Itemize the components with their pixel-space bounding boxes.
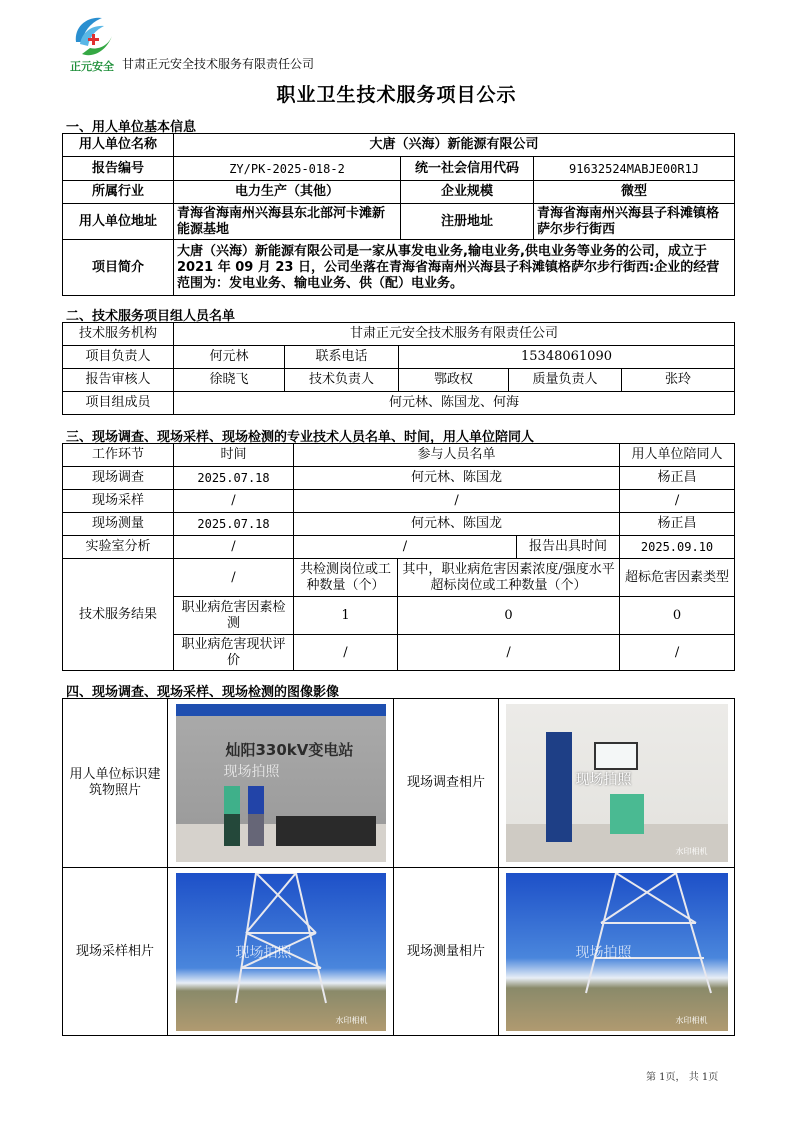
company-logo-icon [68,12,118,74]
header-escort: 用人单位陪同人 [620,444,735,467]
photo-sampling [168,868,394,1036]
report-no-value: ZY/PK-2025-018-2 [174,157,401,181]
camera-mark: 水印相机 [675,847,708,856]
table-row [63,467,735,490]
time: / [174,490,294,513]
industry-label: 所属行业 [63,181,174,204]
section2-heading: 二、技术服务项目组人员名单 [66,309,236,324]
credit-code-value: 91632524MABJE00R1J [534,157,735,181]
team-table [62,322,735,415]
svg-text:正元安全: 正元安全 [70,60,114,73]
result-count: 1 [294,597,398,635]
reviewer-value: 徐晓飞 [174,369,285,392]
staff: 何元林、陈国龙 [294,467,620,490]
header-stage: 工作环节 [63,444,174,467]
person-figure [610,794,644,834]
page-header [68,12,468,76]
leader-value: 何元林 [174,346,285,369]
watermark-text: 现场拍照 [575,944,632,961]
section4-heading: 四、现场调查、现场采样、现场检测的图像影像 [66,685,340,700]
result-header-type: 超标危害因素类型 [620,559,735,597]
substation-sign: 灿阳330kV变电站 [225,741,354,759]
tech-lead-label: 技术负责人 [285,369,399,392]
page-number: 第 1页， 共 1页 [646,1072,719,1083]
agency-label: 技术服务机构 [63,323,174,346]
time: 2025.07.18 [174,467,294,490]
monitor [594,742,638,770]
scale-label: 企业规模 [401,181,534,204]
stage: 现场采样 [63,490,174,513]
tech-lead-value: 鄂政权 [399,369,509,392]
watermark-text: 现场拍照 [575,772,632,788]
person-figure [546,732,572,842]
photo-table [62,698,735,1036]
escort: 杨正昌 [620,467,735,490]
page-title: 职业卫生技术服务项目公示 [276,84,517,106]
camera-mark: 水印相机 [675,1015,708,1025]
staff: 何元林、陈国龙 [294,513,620,536]
result-item: 职业病危害现状评价 [174,635,294,671]
time: 2025.07.18 [174,513,294,536]
stage: 实验室分析 [63,536,174,559]
credit-code-label: 统一社会信用代码 [401,157,534,181]
section3-heading: 三、现场调查、现场采样、现场检测的专业技术人员名单、时间，用人单位陪同人 [66,430,535,445]
intro-label: 项目简介 [63,240,174,296]
result-type: / [620,635,735,671]
photo-label-measurement: 现场测量相片 [394,868,499,1036]
employer-info-table [62,133,735,296]
header-time: 时间 [174,444,294,467]
section1-heading: 一、用人单位基本信息 [66,120,197,135]
photo-building [168,699,394,868]
company-name-value: 大唐（兴海）新能源有限公司 [174,134,735,157]
result-header-exceed: 其中，职业病危害因素浓度/强度水平超标岗位或工种数量（个） [398,559,620,597]
result-exceed: / [398,635,620,671]
staff: / [294,536,517,559]
company-name-label: 用人单位名称 [63,134,174,157]
report-no-label: 报告编号 [63,157,174,181]
members-label: 项目组成员 [63,392,174,415]
photo-measurement [499,868,735,1036]
photo-survey [499,699,735,868]
photo-label-sampling: 现场采样相片 [63,868,168,1036]
intro-value: 大唐（兴海）新能源有限公司是一家从事发电业务,输电业务,供电业务等业务的公司，成立于 2021 年 09 月 23 日，公司坐落在青海省海南州兴海县子科滩镇格萨尔步行街西:企业的经营范围为：发电业务、输电业务、供（配）电业务。 [174,240,735,296]
result-exceed: 0 [398,597,620,635]
stage: 现场测量 [63,513,174,536]
result-count: / [294,635,398,671]
reviewer-label: 报告审核人 [63,369,174,392]
watermark-text: 现场拍照 [235,944,292,961]
person-figure [224,786,240,846]
quality-lead-value: 张玲 [622,369,735,392]
escort: 杨正昌 [620,513,735,536]
stage: 现场调查 [63,467,174,490]
agency-value: 甘肃正元安全技术服务有限责任公司 [174,323,735,346]
phone-value: 15348061090 [399,346,735,369]
result-label: 技术服务结果 [63,559,174,671]
members-value: 何元林、陈国龙、何海 [174,392,735,415]
escort: / [620,490,735,513]
time: / [174,536,294,559]
reg-address-label: 注册地址 [401,204,534,240]
pipe-stack [276,816,376,846]
result-header-count: 共检测岗位或工种数量（个） [294,559,398,597]
table-row [63,513,735,536]
report-time-value: 2025.09.10 [620,536,735,559]
reg-address-value: 青海省海南州兴海县子科滩镇格萨尔步行街西 [534,204,735,240]
result-item: 职业病危害因素检测 [174,597,294,635]
photo-label-survey: 现场调查相片 [394,699,499,868]
scale-value: 微型 [534,181,735,204]
staff: / [294,490,620,513]
organization-name: 甘肃正元安全技术服务有限责任公司 [122,57,315,71]
industry-value: 电力生产（其他） [174,181,401,204]
address-label: 用人单位地址 [63,204,174,240]
address-value: 青海省海南州兴海县东北部河卡滩新能源基地 [174,204,401,240]
result-header-item: / [174,559,294,597]
header-staff: 参与人员名单 [294,444,620,467]
result-type: 0 [620,597,735,635]
watermark-text: 现场拍照 [223,764,280,780]
photo-label-building: 用人单位标识建筑物照片 [63,699,168,868]
table-row [63,536,735,559]
phone-label: 联系电话 [285,346,399,369]
quality-lead-label: 质量负责人 [509,369,622,392]
person-figure [248,786,264,846]
table-row [63,490,735,513]
camera-mark: 水印相机 [335,1015,368,1025]
fieldwork-table [62,443,735,671]
report-time-label: 报告出具时间 [517,536,620,559]
leader-label: 项目负责人 [63,346,174,369]
